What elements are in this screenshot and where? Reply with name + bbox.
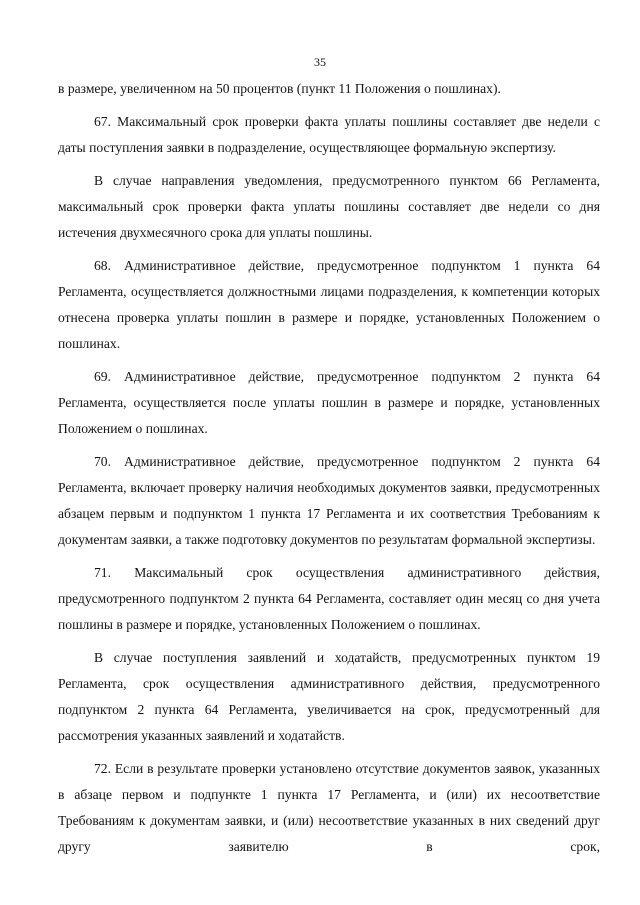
paragraph-70: 70. Административное действие, предусмотренное подпунктом 2 пункта 64 Регламента, включает проверку наличия необходимых документов заявки, предусмотренных абзацем первым и подпунктом 1 пункта 17 Регламента и их соответствия Требованиям к документам заявки, а также подготовку документов по результатам формальной экспертизы. [58, 454, 600, 547]
paragraph-71-extension: В случае поступления заявлений и ходатайств, предусмотренных пунктом 19 Регламента, срок осуществления административного действия, предусмотренного подпунктом 2 пункта 64 Регламента, увеличивается на срок, предусмотренный для рассмотрения указанных заявлений и ходатайств. [58, 650, 600, 743]
paragraph-68: 68. Административное действие, предусмотренное подпунктом 1 пункта 64 Регламента, осуществляется должностными лицами подразделения, к компетенции которых отнесена проверка уплаты пошлин в размере и порядке, установленных Положением о пошлинах. [58, 258, 600, 351]
paragraph-69: 69. Административное действие, предусмотренное подпунктом 2 пункта 64 Регламента, осуществляется после уплаты пошлин в размере и порядке, установленных Положением о пошлинах. [58, 369, 600, 436]
paragraph-continuation: в размере, увеличенном на 50 процентов (пункт 11 Положения о пошлинах). [58, 81, 501, 96]
paragraph-72: 72. Если в результате проверки установлено отсутствие документов заявок, указанных в абзаце первом и подпункте 1 пункта 17 Регламента, и (или) их несоответствие Требованиям к документам заявки, и (или) несоответствие указанных в них сведений друг другу заявителю в срок, [58, 761, 600, 854]
paragraph-67-notice: В случае направления уведомления, предусмотренного пунктом 66 Регламента, максимальный срок проверки факта уплаты пошлины составляет две недели со дня истечения двухмесячного срока для уплаты пошлины. [58, 173, 600, 240]
page-number: 35 [314, 55, 326, 69]
paragraph-67: 67. Максимальный срок проверки факта уплаты пошлины составляет две недели с даты поступления заявки в подразделение, осуществляющее формальную экспертизу. [58, 114, 600, 155]
paragraph-71: 71. Максимальный срок осуществления административного действия, предусмотренного подпунктом 2 пункта 64 Регламента, составляет один месяц со дня учета пошлины в размере и порядке, установленных Положением о пошлинах. [58, 565, 600, 632]
document-body [58, 76, 600, 860]
